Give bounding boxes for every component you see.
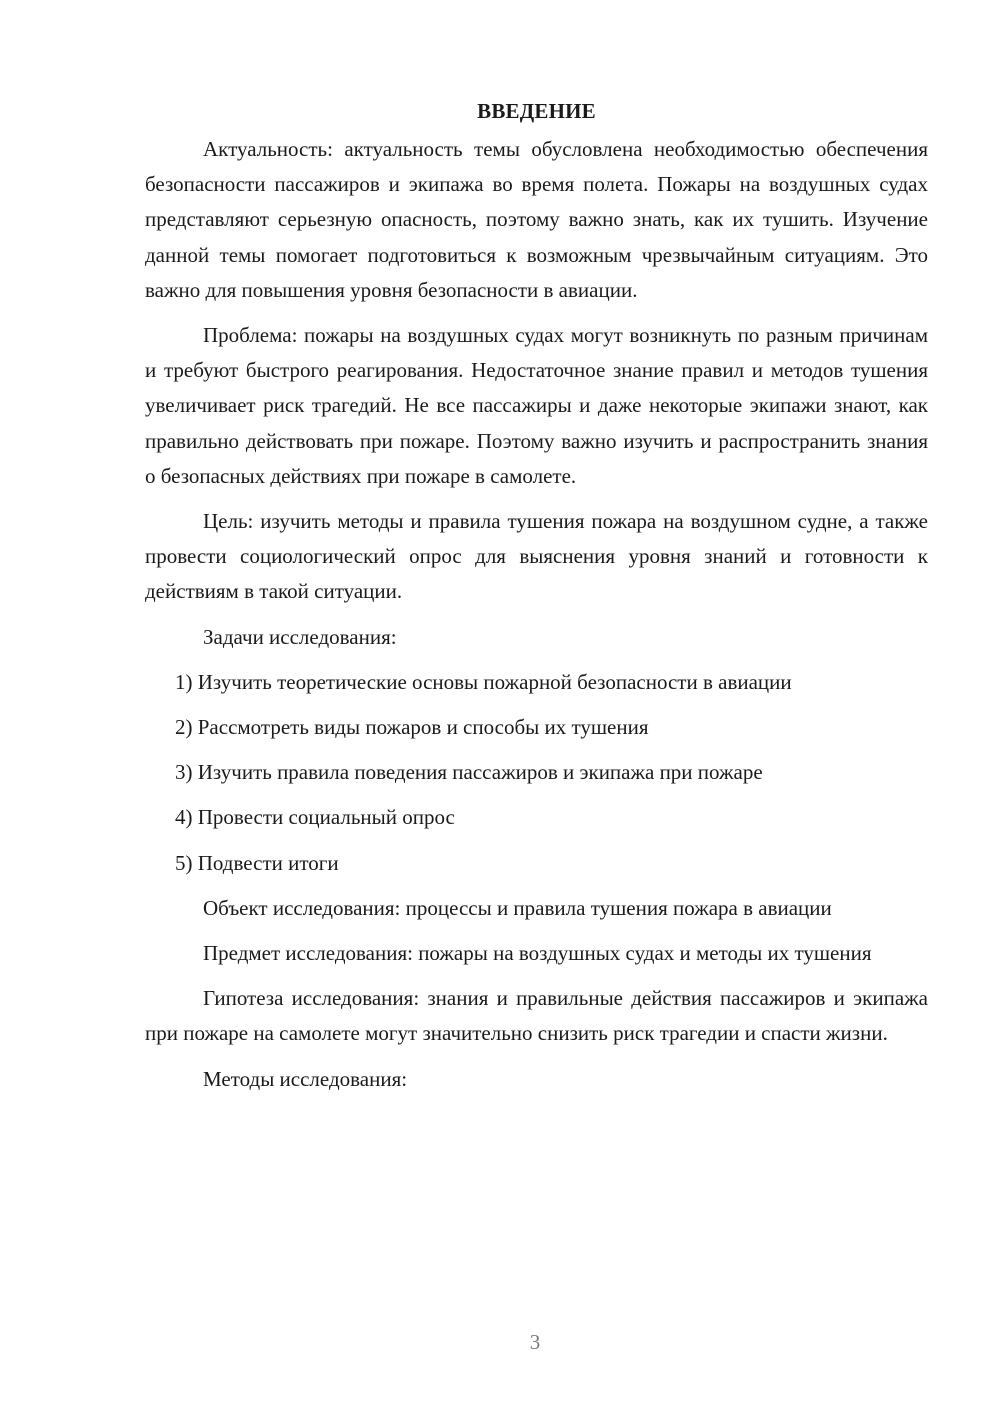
list-item: 5) Подвести итоги: [175, 850, 339, 875]
list-item: 3) Изучить правила поведения пассажиров и экипажа при пожаре: [175, 760, 763, 785]
list-item: 4) Провести социальный опрос: [175, 805, 455, 830]
methods-heading: Методы исследования:: [203, 1066, 408, 1091]
list-item: 2) Рассмотреть виды пожаров и способы их тушения: [175, 715, 649, 740]
relevance-paragraph: Актуальность: актуальность темы обусловлена необходимостью обеспечения безопасности пассажиров и экипажа во время полета. Пожары на воздушных судах представляют серьезную опасность, поэтому важно знать, как их тушить. Изучение данной темы помогает подготовиться к возможным чрезвычайным ситуациям. Это важно для повышения уровня безопасности в авиации.: [145, 137, 928, 302]
subject-paragraph: Предмет исследования: пожары на воздушных судах и методы их тушения: [203, 941, 872, 966]
problem-paragraph: Проблема: пожары на воздушных судах могут возникнуть по разным причинам и требуют быстрого реагирования. Недостаточное знание правил и методов тушения увеличивает риск трагедий. Не все пассажиры и даже некоторые экипажи знают, как правильно действовать при пожаре. Поэтому важно изучить и распространить знания о безопасных действиях при пожаре в самолете.: [145, 323, 928, 488]
hypothesis-paragraph: Гипотеза исследования: знания и правильные действия пассажиров и экипажа при пожаре на самолете могут значительно снизить риск трагедии и спасти жизни.: [145, 986, 928, 1046]
tasks-heading: Задачи исследования:: [203, 624, 397, 649]
object-paragraph: Объект исследования: процессы и правила тушения пожара в авиации: [203, 895, 832, 920]
list-item: 1) Изучить теоретические основы пожарной безопасности в авиации: [175, 669, 792, 694]
document-page: [145, 96, 928, 1107]
goal-paragraph: Цель: изучить методы и правила тушения пожара на воздушном судне, а также провести социологический опрос для выяснения уровня знаний и готовности к действиям в такой ситуации.: [145, 509, 928, 604]
tasks-list: [145, 665, 928, 881]
page-number: 3: [529, 1330, 541, 1354]
page-title: ВВЕДЕНИЕ: [477, 99, 596, 123]
